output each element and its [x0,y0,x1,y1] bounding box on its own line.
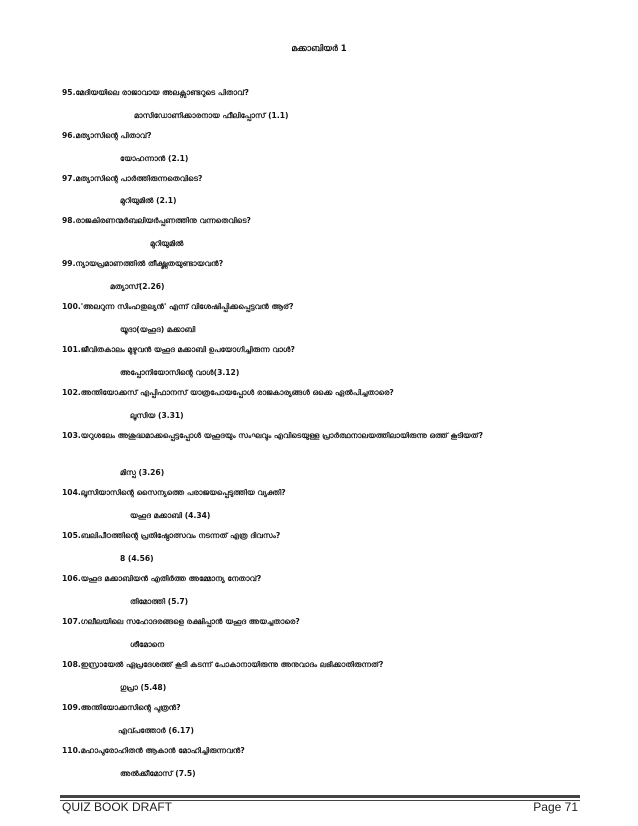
answer-106: തിമോത്തി (5.7) [130,597,189,606]
answer-104: യഹൂദ മക്കാബി (4.34) [130,511,211,520]
question-104: 104.ലൂസിയാസിന്റെ സൈന്യത്തെ പരാജയപ്പെടുത്തിയ വ്യക്തി? [62,488,286,497]
answer-109: എവ്പത്തോർ (6.17) [118,726,195,735]
answer-110: അൽക്കീമോസ് (7.5) [120,769,196,778]
question-105: 105.ബലിപീഠത്തിന്റെ പ്രതിഷ്ഠോത്സവം നടന്നത് എത്ര ദിവസം? [62,531,281,540]
footer-divider [60,795,580,798]
question-95: 95.മേദിയയിലെ രാജാവായ അലക്സാണ്ടറുടെ പിതാവ്? [62,88,249,97]
footer-page-number: Page 71 [533,800,578,814]
question-106: 106.യഹൂദ മക്കാബിയൻ എതിർത്ത അമ്മോന്യ നേതാവ്? [62,574,262,583]
question-108: 108.ഇസ്രായേൽ ഏപ്രദേശത്ത് കൂടി കടന്ന് പോകാനായിരുന്നു അനുവാദം ലഭിക്കാതിരുന്നത്? [62,660,384,669]
answer-99: മത്യാസ്(2.26) [110,282,165,291]
question-97: 97.മത്യാസിന്റെ പാർത്തിരുന്നതെവിടെ? [62,174,203,183]
answer-96: യോഹന്നാൻ (2.1) [120,154,189,163]
question-107: 107.ഗലീലയിലെ സഹോദരങ്ങളെ രക്ഷിപ്പാൻ യഹൂദ അയച്ചതാരെ? [62,617,300,626]
question-98: 98.രാജകിരണന്മർബലിയർപ്പണത്തിനു വന്നതെവിടെ? [62,216,251,225]
question-101: 101.ജീവിതകാലം മുഴുവൻ യഹൂദ മക്കാബി ഉപയോഗിച്ചിരുന്ന വാൾ? [62,345,295,354]
question-96: 96.മത്യാസിന്റെ പിതാവ്? [62,131,152,140]
answer-102: ലൂസിയ (3.31) [130,411,184,420]
question-99: 99.ന്യായപ്രമാണത്തിൽ തീക്ഷ്ണതയുണ്ടായവൻ? [62,259,224,268]
question-103: 103.യറുശലേം അശുദ്ധമാക്കപ്പെട്ടപ്പോൾ യഹൂദയും സംഘവും എവിടെയുള്ള പ്രാർത്ഥനാലയത്തിലായിരുന്നു ഒത്ത് കൂടിയത്? [62,431,484,440]
question-110: 110.മഹാപുരോഹിതൻ ആകാൻ മോഹിച്ചിരുന്നവൻ? [62,746,245,755]
answer-105: 8 (4.56) [120,554,154,563]
footer-book-title: QUIZ BOOK DRAFT [62,800,173,814]
question-102: 102.അന്തിയോക്കസ് എപ്പിഫാനസ് യാത്രപോയപ്പോൾ രാജകാര്യങ്ങൾ ഒക്കെ ഏൽപിച്ചതാരെ? [62,388,394,397]
answer-98: മുറിയുമിൽ [150,239,184,248]
question-100: 100.'അലറുന്ന സിംഹതുല്യൻ' എന്ന് വിശേഷിപ്പിക്കപ്പെട്ടവൻ ആര്? [62,302,294,311]
answer-97: മുറിയുമിൽ (2.1) [120,196,177,205]
page-title: മക്കാബിയർ 1 [291,44,347,54]
question-109: 109.അന്തിയോക്കസിന്റെ പുത്രൻ? [62,703,181,712]
answer-103: മിസ്പ (3.26) [120,468,165,477]
answer-107: ശീമോനെ [130,640,165,649]
answer-95: മാസിഡോണിക്കാരനായ ഫീലിപ്പോസ് (1.1) [134,111,289,120]
answer-100: യൂദാ(യഹൂദ) മക്കാബി [120,325,196,334]
answer-108: ഗുപ്രാ (5.48) [120,683,167,692]
answer-101: അപ്പോനിയോസിന്റെ വാൾ(3.12) [120,368,240,377]
